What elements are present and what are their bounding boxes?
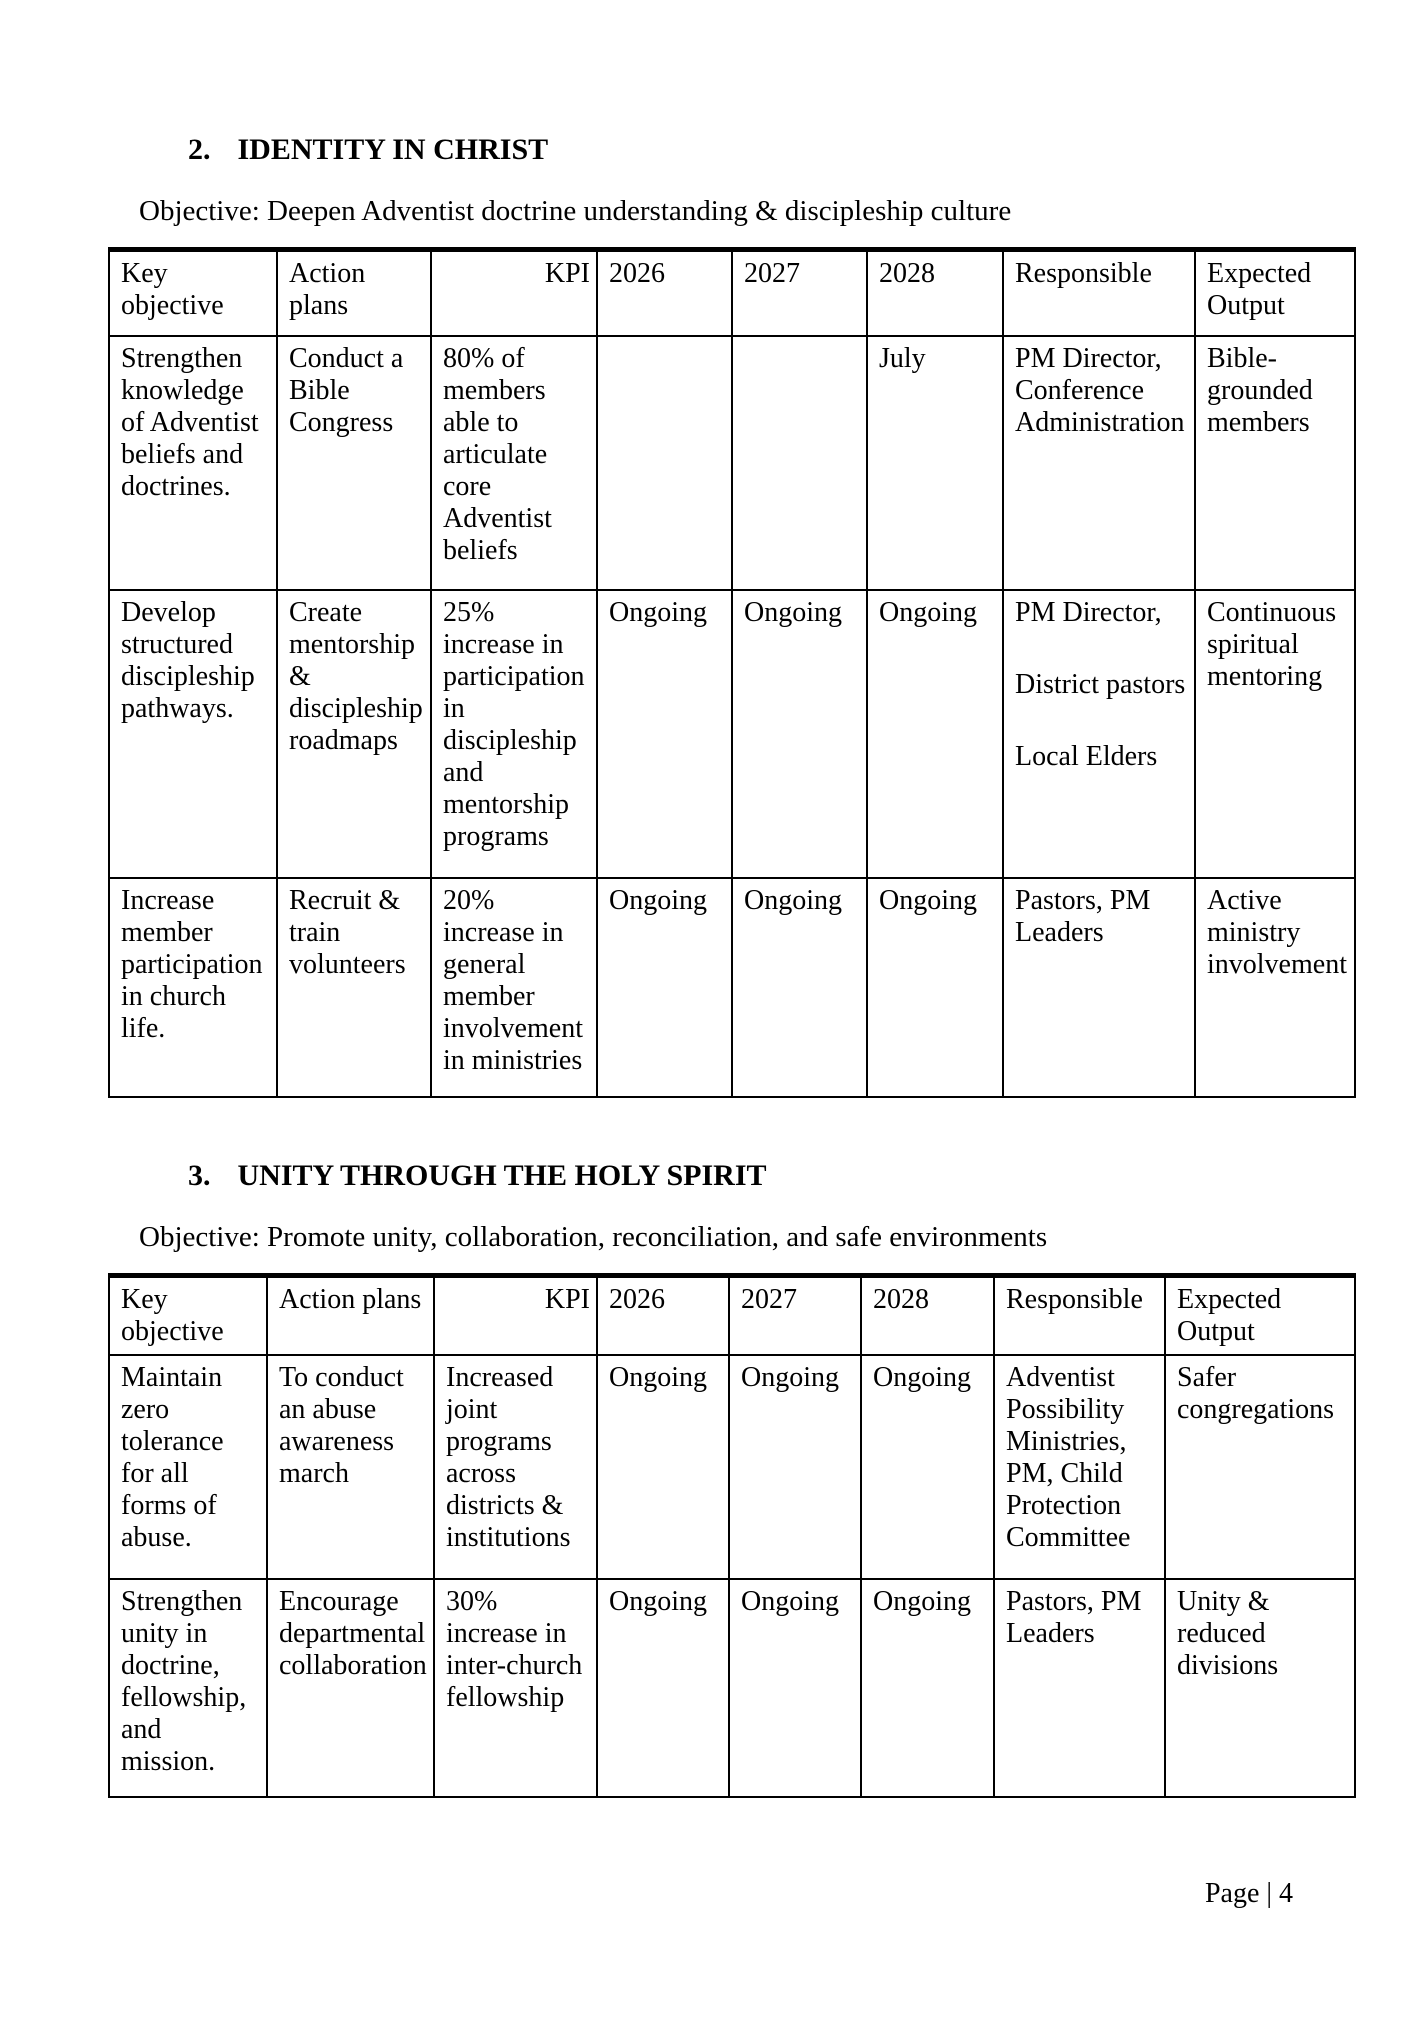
table-row [109,336,1355,590]
table-cell-action-plans: To conduct an abuse awareness march [267,1355,434,1579]
table-cell-kpi: 20% increase in general member involvement in ministries [431,878,597,1097]
table-cell-2028: Ongoing [861,1355,994,1579]
column-header-expected-output: Expected Output [1195,250,1355,336]
column-header-2026: 2026 [597,250,732,336]
column-header-2027: 2027 [729,1275,861,1355]
table-cell-key-objective: Strengthen unity in doctrine, fellowship, and mission. [109,1579,267,1797]
table-cell-2027: Ongoing [732,590,867,878]
table-cell-key-objective: Develop structured discipleship pathways. [109,590,277,878]
section-heading [188,1158,1354,1194]
table-header-row [109,250,1355,336]
table-cell-action-plans: Encourage departmental collaboration [267,1579,434,1797]
column-header-2028: 2028 [867,250,1003,336]
table-cell-action-plans: Recruit & train volunteers [277,878,431,1097]
table-cell-2026: Ongoing [597,1355,729,1579]
column-header-action-plans: Action plans [267,1275,434,1355]
table-cell-key-objective: Strengthen knowledge of Adventist beliefs and doctrines. [109,336,277,590]
table-cell-2028: Ongoing [861,1579,994,1797]
table-cell-2026: Ongoing [597,590,732,878]
table-row [109,1579,1355,1797]
table-row [109,878,1355,1097]
table-row [109,1355,1355,1579]
table-cell-2027: Ongoing [732,878,867,1097]
table-cell-responsible: Pastors, PM Leaders [1003,878,1195,1097]
table-cell-action-plans: Conduct a Bible Congress [277,336,431,590]
table-cell-key-objective: Maintain zero tolerance for all forms of abuse. [109,1355,267,1579]
table-header-row [109,1275,1355,1355]
page-footer: Page | 4 [1204,1878,1293,1909]
table-cell-kpi: 30% increase in inter-church fellowship [434,1579,597,1797]
table-cell-2028: Ongoing [867,590,1003,878]
table-cell-expected-output: Safer congregations [1165,1355,1355,1579]
section-heading [188,132,1354,168]
planning-table [108,1273,1356,1799]
column-header-expected-output: Expected Output [1165,1275,1355,1355]
column-header-kpi: KPI [434,1275,597,1355]
column-header-2027: 2027 [732,250,867,336]
table-cell-expected-output: Unity & reduced divisions [1165,1579,1355,1797]
column-header-action-plans: Action plans [277,250,431,336]
table-cell-2027: Ongoing [729,1355,861,1579]
table-cell-kpi: 80% of members able to articulate core Adventist beliefs [431,336,597,590]
column-header-2026: 2026 [597,1275,729,1355]
table-cell-2026: Ongoing [597,878,732,1097]
section-unity-through-the-holy-spirit [108,1158,1354,1799]
table-cell-2027 [732,336,867,590]
section-identity-in-christ [108,132,1354,1098]
heading-title: IDENTITY IN CHRIST [237,133,549,166]
table-cell-2027: Ongoing [729,1579,861,1797]
heading-title: UNITY THROUGH THE HOLY SPIRIT [237,1158,767,1192]
table-cell-2026 [597,336,732,590]
table-cell-2028: Ongoing [867,878,1003,1097]
table-cell-expected-output: Bible-grounded members [1195,336,1355,590]
column-header-2028: 2028 [861,1275,994,1355]
column-header-responsible: Responsible [1003,250,1195,336]
column-header-kpi: KPI [431,250,597,336]
objective-text: Objective: Promote unity, collaboration, reconciliation, and safe environments [139,1220,1048,1253]
table-cell-2026: Ongoing [597,1579,729,1797]
column-header-key-objective: Key objective [109,1275,267,1355]
objective-text: Objective: Deepen Adventist doctrine understanding & discipleship culture [139,195,1012,227]
table-cell-expected-output: Continuous spiritual mentoring [1195,590,1355,878]
table-cell-action-plans: Create mentorship & discipleship roadmaps [277,590,431,878]
table-cell-responsible: Pastors, PM Leaders [994,1579,1165,1797]
table-row [109,590,1355,878]
heading-number: 3. [188,1158,211,1192]
column-header-key-objective: Key objective [109,250,277,336]
table-cell-responsible: PM Director, District pastors Local Elders [1003,590,1195,878]
table-cell-responsible: PM Director, Conference Administration [1003,336,1195,590]
heading-number: 2. [188,133,211,166]
planning-table [108,247,1356,1098]
table-cell-kpi: Increased joint programs across districts & institutions [434,1355,597,1579]
column-header-responsible: Responsible [994,1275,1165,1355]
table-cell-key-objective: Increase member participation in church life. [109,878,277,1097]
table-cell-responsible: Adventist Possibility Ministries, PM, Child Protection Committee [994,1355,1165,1579]
table-cell-kpi: 25% increase in participation in discipleship and mentorship programs [431,590,597,878]
table-cell-expected-output: Active ministry involvement [1195,878,1355,1097]
table-cell-2028: July [867,336,1003,590]
